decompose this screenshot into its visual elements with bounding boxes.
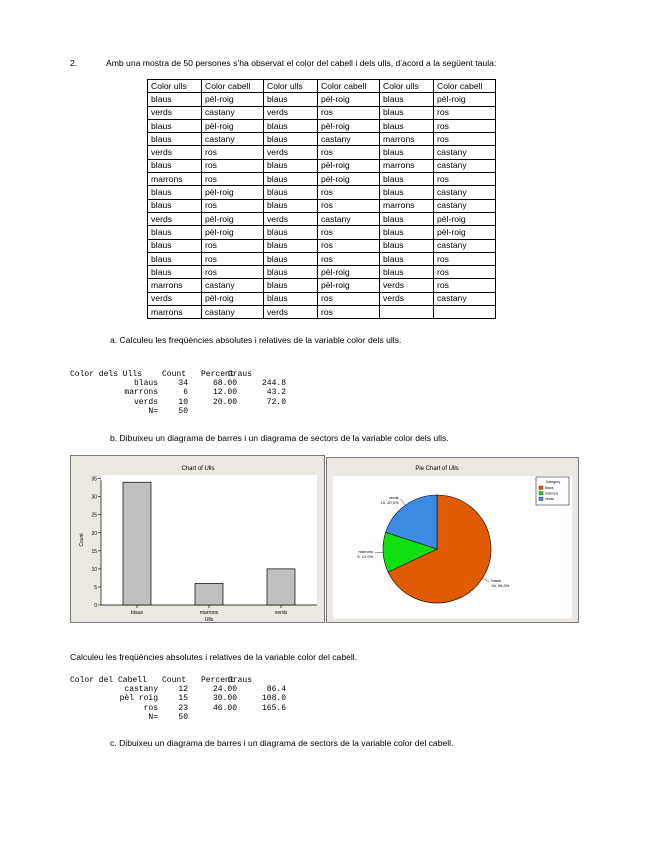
table-row (148, 186, 496, 199)
question-number: 2. (70, 58, 78, 68)
freq-category: ros (143, 703, 158, 713)
table-header-cell: Color ulls (148, 80, 202, 93)
table-row (148, 212, 496, 225)
table-cell: marrons (380, 133, 434, 146)
y-axis-label: Count (79, 533, 85, 547)
table-cell: ros (318, 226, 380, 239)
table-cell: verds (380, 292, 434, 305)
table-row (148, 239, 496, 252)
table-row (148, 266, 496, 279)
table-cell: blaus (380, 106, 434, 119)
item-b-text: b. Dibuixeu un diagrama de barres i un diagrama de sectors de la variable color dels ulls. (110, 433, 449, 443)
freq-header-cell: Percent (201, 676, 235, 685)
table-cell: pèl-roig (202, 292, 264, 305)
bar (267, 569, 295, 605)
table-cell: castany (434, 146, 496, 159)
table-cell: verds (380, 279, 434, 292)
table-row (148, 292, 496, 305)
freq-category: blaus (133, 379, 158, 389)
data-table (147, 79, 496, 319)
pie-chart (327, 458, 578, 622)
table-row (148, 306, 496, 319)
table-cell: blaus (264, 266, 318, 279)
x-axis-label: Ulls (204, 617, 214, 622)
table-cell: ros (318, 306, 380, 319)
table-cell: blaus (380, 173, 434, 186)
table-cell: verds (264, 306, 318, 319)
bar (123, 482, 151, 605)
table-cell: ros (318, 239, 380, 252)
table-cell: ros (318, 186, 380, 199)
table-cell: blaus (148, 119, 202, 132)
table-cell: blaus (264, 173, 318, 186)
freq-category: marrons (124, 388, 158, 398)
pie-chart-panel (326, 457, 579, 623)
table-cell: ros (318, 199, 380, 212)
table-header-cell: Color ulls (264, 80, 318, 93)
table-cell: blaus (264, 239, 318, 252)
table-cell: blaus (380, 212, 434, 225)
table-cell: castany (434, 186, 496, 199)
table-cell: blaus (148, 133, 202, 146)
freq-header-cell: Color dels Ulls (70, 370, 143, 379)
table-cell: verds (264, 106, 318, 119)
freq-graus: 165.6 (261, 703, 286, 713)
freq-percent: 12.00 (212, 388, 237, 398)
freq-percent: 24.00 (212, 685, 237, 695)
table-cell: verds (148, 106, 202, 119)
freq-n-label: N= (148, 406, 158, 416)
table-cell: ros (318, 146, 380, 159)
freq-header-cell: Count (162, 370, 187, 379)
freq-header-cell: Graus (228, 370, 253, 379)
freq-count: 15 (178, 694, 188, 704)
table-cell: pèl-roig (318, 93, 380, 106)
table-cell: blaus (264, 252, 318, 265)
table-cell: marrons (148, 173, 202, 186)
legend-label: verds (545, 497, 554, 501)
freq-n-value: 50 (178, 712, 188, 722)
table-row (148, 173, 496, 186)
freq-graus: 86.4 (266, 685, 286, 695)
table-cell: blaus (148, 252, 202, 265)
table-cell: blaus (148, 159, 202, 172)
table-header-cell: Color cabell (434, 80, 496, 93)
freq-percent: 46.00 (212, 703, 237, 713)
table-cell: verds (148, 146, 202, 159)
table-cell: blaus (264, 292, 318, 305)
pie-slice-label-line: blaus (491, 578, 501, 584)
table-cell: pèl-roig (318, 279, 380, 292)
pie-slice-label-line: 10, 20,0% (380, 499, 399, 505)
table-cell: blaus (264, 119, 318, 132)
table-cell: pèl-roig (434, 212, 496, 225)
table-cell: ros (202, 252, 264, 265)
table-cell: ros (434, 279, 496, 292)
table-cell: ros (318, 106, 380, 119)
y-tick-label: 5 (94, 584, 97, 591)
chart-title: Pie Chart of Ulls (415, 466, 459, 472)
table-cell: ros (318, 252, 380, 265)
y-tick-label: 15 (91, 548, 97, 555)
table-cell: blaus (148, 239, 202, 252)
table-cell: castany (202, 306, 264, 319)
pie-slice-label-line: verds (388, 494, 399, 500)
table-cell (380, 306, 434, 319)
table-cell: castany (318, 212, 380, 225)
freq-percent: 20.00 (212, 397, 237, 407)
table-cell: blaus (380, 239, 434, 252)
table-cell: castany (202, 133, 264, 146)
bar-chart-panel (70, 455, 325, 623)
table-cell: ros (202, 239, 264, 252)
item-a-text: a. Calculeu les freqüències absolutes i relatives de la variable color dels ulls. (110, 335, 402, 345)
table-row (148, 119, 496, 132)
pie-slice-label-line: marrons (358, 548, 374, 554)
table-cell: blaus (380, 146, 434, 159)
table-cell: ros (318, 292, 380, 305)
table-row (148, 159, 496, 172)
table-cell: ros (434, 133, 496, 146)
table-cell: blaus (380, 93, 434, 106)
table-cell: ros (202, 199, 264, 212)
table-cell: castany (434, 292, 496, 305)
chart-title: Chart of Ulls (181, 466, 215, 472)
table-cell: ros (434, 106, 496, 119)
table-cell: ros (202, 266, 264, 279)
table-cell: castany (434, 199, 496, 212)
table-row (148, 252, 496, 265)
table-cell: verds (148, 212, 202, 225)
table-cell: ros (202, 146, 264, 159)
freq-graus: 43.2 (266, 388, 286, 398)
table-cell: pèl-roig (318, 266, 380, 279)
freq-category: verds (133, 397, 158, 407)
freq-header-cell: Graus (228, 676, 253, 685)
legend-swatch (539, 486, 543, 490)
freq-percent: 30.00 (212, 694, 237, 704)
freq-count: 34 (178, 379, 188, 389)
table-cell: pèl-roig (318, 159, 380, 172)
table-cell: blaus (148, 266, 202, 279)
x-tick-label: verds (274, 610, 288, 616)
y-tick-label: 35 (91, 476, 97, 483)
freq-count: 12 (178, 685, 188, 695)
table-cell: blaus (264, 93, 318, 106)
table-cell: marrons (380, 199, 434, 212)
table-cell: ros (434, 266, 496, 279)
legend-swatch (539, 497, 543, 501)
table-row (148, 106, 496, 119)
y-tick-label: 30 (91, 494, 97, 501)
bar (195, 583, 223, 605)
table-cell: blaus (264, 133, 318, 146)
legend-label: blaus (545, 486, 554, 490)
x-tick-label: marrons (199, 610, 219, 616)
table-cell: ros (434, 252, 496, 265)
y-tick-label: 20 (91, 530, 97, 537)
table-cell: castany (202, 106, 264, 119)
table-cell: ros (434, 119, 496, 132)
question-text: Amb una mostra de 50 persones s’ha observat el color del cabell i dels ulls, d’acord a la següent taula: (106, 58, 497, 68)
freq-n-label: N= (148, 712, 158, 722)
table-row (148, 226, 496, 239)
table-row (148, 146, 496, 159)
table-cell: pèl-roig (202, 186, 264, 199)
table-cell: blaus (148, 226, 202, 239)
x-tick-label: blaus (131, 610, 143, 616)
table-cell: marrons (148, 279, 202, 292)
table-cell: verds (148, 292, 202, 305)
table-cell: marrons (148, 306, 202, 319)
table-row (148, 279, 496, 292)
table-cell: blaus (264, 186, 318, 199)
freq-header-cell: Percent (201, 370, 235, 379)
table-cell: blaus (148, 199, 202, 212)
freq-header-cell: Color del Cabell (70, 676, 147, 685)
bar-chart (71, 456, 324, 622)
table-cell: castany (318, 133, 380, 146)
table-header-row (148, 80, 496, 93)
table-cell: castany (434, 159, 496, 172)
table-cell: pèl-roig (202, 226, 264, 239)
table-cell: blaus (380, 186, 434, 199)
table-cell: blaus (264, 159, 318, 172)
freq-percent: 68.00 (212, 379, 237, 389)
table-cell: pèl-roig (202, 212, 264, 225)
table-cell: pèl-roig (202, 119, 264, 132)
table-cell: blaus (380, 226, 434, 239)
y-tick-label: 0 (94, 603, 97, 609)
table-cell: blaus (380, 119, 434, 132)
legend-title: Category (545, 480, 561, 484)
table-cell: blaus (264, 199, 318, 212)
freq-count: 6 (183, 388, 188, 398)
table-row (148, 133, 496, 146)
table-header-cell: Color cabell (318, 80, 380, 93)
pie-slice-label-line: 6, 12,0% (357, 553, 374, 559)
table-row (148, 93, 496, 106)
table-cell: pèl-roig (318, 173, 380, 186)
table-cell (434, 306, 496, 319)
y-tick-label: 25 (91, 512, 97, 519)
freq-category: castany (124, 685, 158, 695)
freq-graus: 244.8 (261, 379, 286, 389)
table-cell: castany (434, 239, 496, 252)
cabell-text: Calculeu les freqüències absolutes i relatives de la variable color del cabell. (70, 652, 358, 662)
table-cell: pèl-roig (318, 119, 380, 132)
table-cell: ros (434, 173, 496, 186)
table-header-cell: Color cabell (202, 80, 264, 93)
table-cell: blaus (264, 226, 318, 239)
table-cell: pèl-roig (202, 93, 264, 106)
freq-count: 23 (178, 703, 188, 713)
freq-graus: 108.0 (261, 694, 286, 704)
legend-swatch (539, 492, 543, 496)
table-cell: ros (202, 159, 264, 172)
table-cell: castany (202, 279, 264, 292)
freq-header-cell: Count (162, 676, 187, 685)
table-cell: marrons (380, 159, 434, 172)
table-cell: blaus (148, 93, 202, 106)
pie-slice-label (357, 549, 373, 559)
table-cell: blaus (380, 266, 434, 279)
table-cell: blaus (380, 252, 434, 265)
freq-n-value: 50 (178, 406, 188, 416)
freq-count: 10 (178, 397, 188, 407)
legend-label: marrons (545, 491, 559, 496)
table-header-cell: Color ulls (380, 80, 434, 93)
table-cell: blaus (264, 279, 318, 292)
table-cell: pèl-roig (434, 226, 496, 239)
freq-graus: 72.0 (266, 397, 286, 407)
table-cell: verds (264, 146, 318, 159)
table-cell: blaus (148, 186, 202, 199)
table-row (148, 199, 496, 212)
table-cell: verds (264, 212, 318, 225)
table-cell: pèl-roig (434, 93, 496, 106)
pie-slice-label-line: 34, 68,0% (491, 583, 510, 589)
y-tick-label: 10 (91, 566, 97, 573)
freq-category: pèl roig (119, 694, 158, 704)
table-cell: ros (202, 173, 264, 186)
item-c-text: c. Dibuixeu un diagrama de barres i un diagrama de sectors de la variable color del cabell. (110, 738, 454, 748)
